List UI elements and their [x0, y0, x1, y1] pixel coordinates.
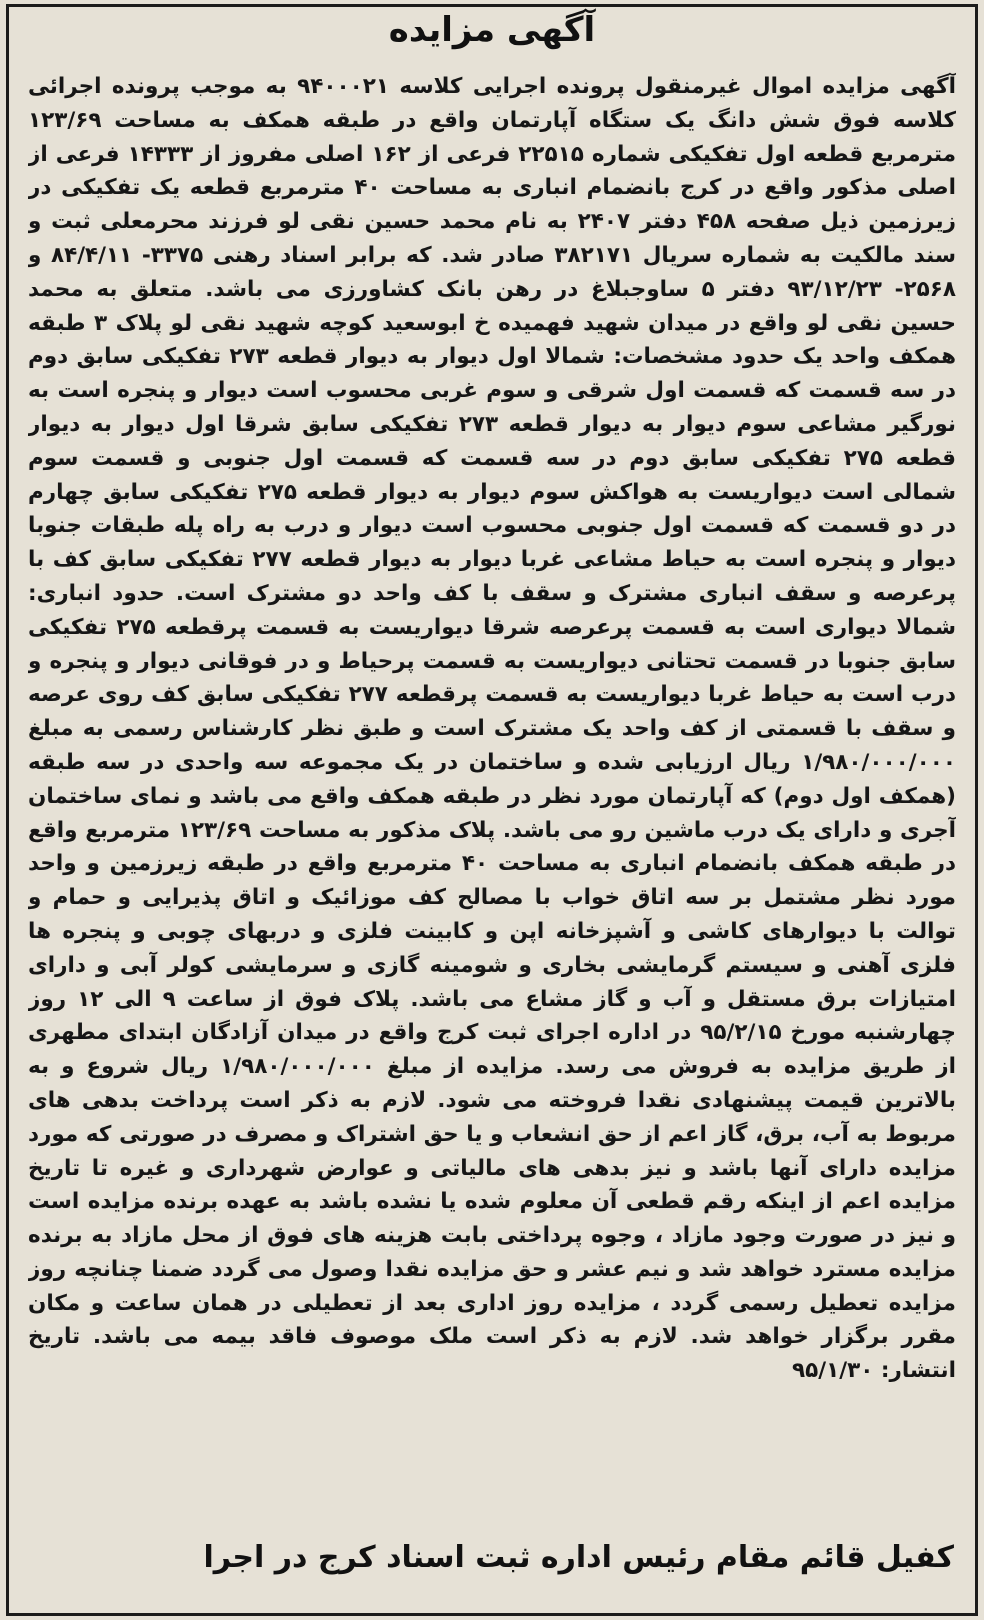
- notice-title: آگهی مزایده: [388, 10, 596, 50]
- notice-signature: کفیل قائم مقام رئیس اداره ثبت اسناد کرج در اجرا: [203, 1540, 954, 1575]
- publish-date-value: ۹۵/۱/۳۰: [792, 1358, 874, 1384]
- notice-body-text: آگهی مزایده اموال غیرمنقول پرونده اجرایی کلاسه ۹۴۰۰۰۲۱ به موجب پرونده اجرائی کلاسه فوق شش دانگ یک ستگاه آپارتمان واقع در طبقه همکف به مساحت ۱۲۳/۶۹ مترمربع قطعه اول تفکیکی شماره ۲۲۵۱۵ فرعی از ۱۶۲ اصلی مفروز از ۱۴۳۳۳ فرعی از اصلی مذکور واقع در کرج بانضمام انباری به مساحت ۴۰ مترمربع قطعه یک تفکیکی در زیرزمین ذیل صفحه ۴۵۸ دفتر ۲۴۰۷ به نام محمد حسین نقی لو فرزند محرمعلی ثبت و سند مالکیت به شماره سریال ۳۸۲۱۷۱ صادر شد. که برابر اسناد رهنی ۳۳۷۵- ۸۴/۴/۱۱ و ۲۵۶۸- ۹۳/۱۲/۲۳ دفتر ۵ ساوجبلاغ در رهن بانک کشاورزی می باشد. متعلق به محمد حسین نقی لو واقع در میدان شهید فهمیده خ ابوسعید کوچه شهید نقی لو پلاک ۳ طبقه همکف واحد یک حدود مشخصات: شمالا اول دیوار به دیوار قطعه ۲۷۳ تفکیکی سابق دوم در سه قسمت که قسمت اول شرقی و سوم غربی محسوب است دیوار و پنجره است به نورگیر مشاعی سوم دیوار به دیوار قطعه ۲۷۳ تفکیکی سابق شرقا اول دیوار به دیوار قطعه ۲۷۵ تفکیکی سابق دوم در سه قسمت که قسمت اول جنوبی و قسمت سوم شمالی است دیواریست به هواکش سوم دیوار به دیوار قطعه ۲۷۵ تفکیکی سابق چهارم در دو قسمت که قسمت اول جنوبی محسوب است دیوار و درب به راه پله طبقات جنوبا دیوار و پنجره است به حیاط مشاعی غربا دیوار به دیوار قطعه ۲۷۷ تفکیکی سابق کف با پرعرصه و سقف انباری مشترک و سقف با کف واحد دو مشترک است. حدود انباری: شمالا دیواری است به قسمت پرعرصه شرقا دیواریست به قسمت پرقطعه ۲۷۵ تفکیکی سابق جنوبا در قسمت تحتانی دیواریست به قسمت پرحیاط و در فوقانی دیوار و پنجره و درب است به حیاط غربا دیواریست به قسمت پرقطعه ۲۷۷ تفکیکی سابق کف روی عرصه و سقف با قسمتی از کف واحد یک مشترک است و طبق نظر کارشناس رسمی به مبلغ ۱/۹۸۰/۰۰۰/۰۰۰ ریال ارزیابی شده و ساختمان در یک مجموعه سه واحدی در سه طبقه (همکف اول دوم) که آپارتمان مورد نظر در طبقه همکف واقع می باشد و نمای ساختمان آجری و دارای یک درب ماشین رو می باشد. پلاک مذکور به مساحت ۱۲۳/۶۹ مترمربع واقع در طبقه همکف بانضمام انباری به مساحت ۴۰ مترمربع واقع در طبقه زیرزمین و واحد مورد نظر مشتمل بر سه اتاق خواب با مصالح کف موزائیک و اتاق پذیرایی و حمام و توالت با دیوارهای کاشی و آشپزخانه اپن و کابینت فلزی و دربهای چوبی و پنجره ها فلزی آهنی و سیستم گرمایشی بخاری و شومینه گازی و سرمایشی کولر آبی و دارای امتیازات برق مستقل و آب و گاز مشاع می باشد. پلاک فوق از ساعت ۹ الی ۱۲ روز چهارشنبه مورخ ۹۵/۲/۱۵ در اداره اجرای ثبت کرج واقع در میدان آزادگان ابتدای مطهری از طریق مزایده به فروش می رسد. مزایده از مبلغ ۱/۹۸۰/۰۰۰/۰۰۰ ریال شروع و به بالاترین قیمت پیشنهادی نقدا فروخته می شود. لازم به ذکر است پرداخت بدهی های مربوط به آب، برق، گاز اعم از حق انشعاب و یا حق اشتراک و مصرف در صورتی که مورد مزایده دارای آنها باشد و نیز بدهی های مالیاتی و عوارض شهرداری و غیره تا تاریخ مزایده اعم از اینکه رقم قطعی آن معلوم شده یا نشده باشد به عهده برنده مزایده است و نیز در صورت وجود مازاد ، وجوه پرداختی بابت هزینه های فوق از محل مازاد به برنده مزایده مسترد خواهد شد و نیم عشر و حق مزایده نقدا وصول می گردد ضمنا چنانچه روز مزایده تعطیل رسمی گردد ، مزایده روز اداری بعد از تعطیلی در همان ساعت و مکان مقرر برگزار خواهد شد. لازم به ذکر است ملک موصوف فاقد بیمه می باشد.: [28, 74, 956, 1350]
- notice-body: [28, 70, 956, 1510]
- publish-date-label: تاریخ انتشار:: [28, 1324, 956, 1384]
